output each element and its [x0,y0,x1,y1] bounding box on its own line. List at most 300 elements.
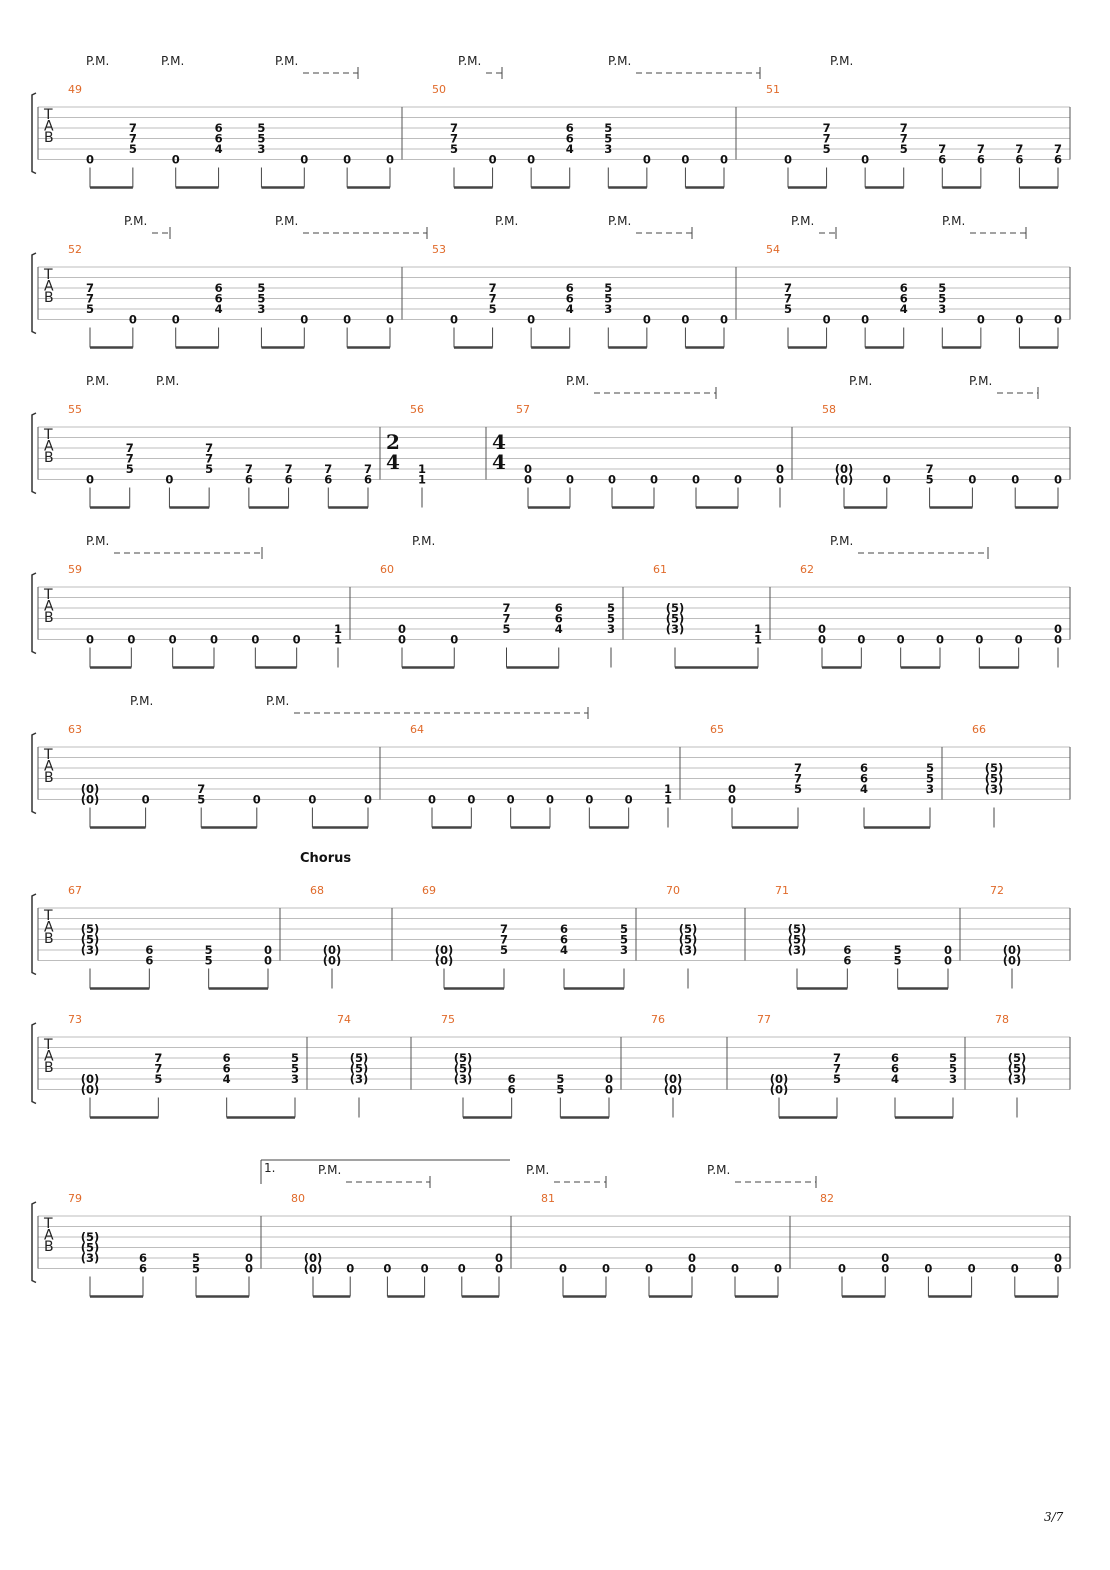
fret-number: 0 [607,472,617,487]
fret-number: (5) [80,1240,100,1255]
fret-number: 7 [832,1061,842,1076]
measure-number: 49 [68,83,82,96]
fret-number: 5 [619,932,629,947]
tab-clef-letter: B [44,450,54,466]
palm-mute-label: P.M. [969,374,993,388]
tab-clef-letter: A [44,278,54,295]
tab-clef-letter: A [44,919,54,936]
fret-number: 0 [968,472,977,487]
fret-number: 7 [449,131,459,146]
fret-number: 0 [128,312,137,327]
fret-number: 0 [896,632,905,647]
palm-mute-label: P.M. [86,534,110,548]
fret-number: (5) [787,932,807,947]
fret-number: 0 [687,1251,697,1265]
fret-number: 0 [385,312,395,327]
measure-number: 60 [380,563,394,576]
fret-number: 5 [290,1061,300,1076]
fret-number: 5 [822,142,831,156]
fret-number: 5 [604,291,613,306]
fret-number: 0 [817,622,827,636]
fret-number: (5) [80,1230,100,1244]
time-signature-bottom: 4 [386,450,400,474]
measure-number: 69 [422,884,436,897]
system-bracket [32,1023,36,1104]
fret-number: 5 [893,953,902,968]
fret-number: 0 [85,632,95,647]
measure-number: 64 [410,723,424,736]
fret-number: 5 [290,1051,300,1065]
fret-number: 0 [527,152,536,167]
fret-number: 5 [556,1082,565,1097]
measure-number: 80 [291,1192,305,1205]
system-bracket [32,253,36,334]
fret-number: 0 [343,312,352,327]
fret-number: (5) [984,761,1004,775]
fret-number: 0 [857,632,866,647]
fret-number: 6 [363,472,373,487]
fret-number: 6 [507,1072,516,1086]
fret-number: (0) [80,792,100,807]
fret-number: 7 [502,601,511,615]
fret-number: 0 [385,152,395,167]
measure-number: 50 [432,83,446,96]
measure-number: 61 [653,563,667,576]
fret-number: 0 [967,1261,976,1276]
fret-number: 1 [663,792,673,807]
measure-number: 66 [972,723,986,736]
fret-number: 0 [292,632,301,647]
fret-number: 7 [128,131,137,146]
fret-number: 1 [417,472,427,487]
measure-number: 81 [541,1192,555,1205]
tab-clef-letter: T [44,107,53,123]
fret-number: 0 [822,312,831,327]
fret-number: (0) [434,943,454,957]
fret-number: 0 [85,472,95,487]
fret-number: 7 [154,1051,163,1065]
fret-number: 1 [333,632,343,647]
measure-number: 56 [410,403,424,416]
fret-number: 6 [559,932,569,947]
fret-number: 7 [899,131,908,146]
fret-number: 7 [502,611,511,626]
fret-number: 7 [925,462,934,476]
fret-number: 0 [171,312,180,327]
fret-number: 5 [257,131,266,146]
fret-number: 3 [604,142,613,156]
fret-number: 5 [197,792,206,807]
fret-number: 1 [333,622,343,636]
fret-number: (3) [80,1251,100,1265]
fret-number: 7 [324,462,333,476]
fret-number: 7 [85,281,95,295]
fret-number: 0 [585,792,594,807]
measure-number: 53 [432,243,446,256]
fret-number: 0 [1011,472,1020,487]
palm-mute-label: P.M. [86,54,110,68]
fret-number: 0 [773,1261,783,1276]
measure-number: 76 [651,1013,665,1026]
fret-number: 3 [257,302,266,316]
palm-mute-label: P.M. [412,534,436,548]
palm-mute-label: P.M. [830,54,854,68]
palm-mute-label: P.M. [707,1163,731,1177]
palm-mute-label: P.M. [526,1163,550,1177]
fret-number: (0) [303,1261,323,1276]
tab-clef-letter: T [44,1216,53,1232]
fret-number: 3 [604,302,613,316]
fret-number: (5) [1007,1051,1027,1065]
fret-number: (5) [453,1061,473,1076]
tab-clef-letter: A [44,438,54,455]
fret-number: (0) [80,1082,100,1097]
fret-number: 5 [925,472,934,487]
fret-number: 5 [938,281,947,295]
fret-number: (5) [80,922,100,936]
measure-number: 74 [337,1013,351,1026]
fret-number: 7 [125,441,134,455]
fret-number: 7 [125,451,134,466]
fret-number: 1 [753,622,763,636]
fret-number: 5 [948,1061,958,1076]
palm-mute-label: P.M. [86,374,110,388]
fret-number: (0) [322,953,342,968]
fret-number: 0 [1053,472,1063,487]
fret-number: 5 [925,761,935,775]
fret-number: 6 [284,472,293,487]
fret-number: (0) [769,1082,789,1097]
fret-number: 5 [205,462,214,476]
palm-mute-label: P.M. [849,374,873,388]
tab-clef-letter: A [44,1048,54,1065]
fret-number: 6 [244,472,253,487]
measure-number: 78 [995,1013,1009,1026]
tab-clef-letter: B [44,1239,54,1255]
fret-number: 6 [1015,152,1024,167]
fret-number: (5) [349,1051,369,1065]
fret-number: 5 [619,922,629,936]
fret-number: 0 [263,953,273,968]
fret-number: 5 [488,302,497,316]
fret-number: 7 [128,121,137,135]
fret-number: (0) [834,462,854,476]
fret-number: 0 [545,792,555,807]
fret-number: 4 [565,142,574,156]
fret-number: (0) [769,1072,789,1086]
fret-number: (5) [678,932,698,947]
fret-number: 0 [644,1261,654,1276]
fret-number: 0 [251,632,260,647]
fret-number: 3 [619,943,629,957]
fret-number: 3 [606,622,616,636]
system-bracket [32,894,36,975]
tab-clef-letter: T [44,747,53,763]
fret-number: (5) [665,611,685,626]
fret-number: 6 [565,131,574,146]
fret-number: 5 [832,1072,842,1086]
fret-number: 0 [252,792,261,807]
fret-number: 5 [449,142,459,156]
fret-number: 5 [606,601,616,615]
fret-number: 6 [565,281,574,295]
fret-number: 6 [138,1251,148,1265]
fret-number: 0 [1053,1261,1063,1276]
fret-number: 0 [506,792,515,807]
fret-number: (5) [787,922,807,936]
measure-number: 62 [800,563,814,576]
tab-clef-letter: B [44,290,54,306]
fret-number: 0 [244,1261,254,1276]
fret-number: 0 [168,632,177,647]
time-signature-top: 4 [492,430,506,454]
fret-number: 0 [604,1072,614,1086]
fret-number: 0 [642,312,651,327]
measure-number: 77 [757,1013,771,1026]
palm-mute-label: P.M. [495,214,519,228]
fret-number: 0 [1010,1261,1019,1276]
fret-number: 0 [733,472,743,487]
fret-number: 5 [499,943,509,957]
palm-mute-label: P.M. [608,54,632,68]
fret-number: (5) [349,1061,369,1076]
fret-number: (3) [787,943,807,957]
fret-number: 0 [1053,312,1063,327]
measure-number: 54 [766,243,780,256]
volta-label: 1. [264,1161,276,1175]
fret-number: 5 [606,611,616,626]
fret-number: 0 [642,152,651,167]
fret-number: 0 [165,472,174,487]
fret-number: 4 [214,302,223,316]
fret-number: 5 [938,291,947,306]
fret-number: 0 [681,312,690,327]
tab-clef-letter: A [44,598,54,615]
fret-number: 0 [727,782,737,796]
fret-number: 7 [205,441,214,455]
fret-number: 0 [881,1251,890,1265]
fret-number: 3 [257,142,266,156]
fret-number: 6 [565,291,574,306]
palm-mute-label: P.M. [161,54,185,68]
fret-number: 6 [214,131,223,146]
fret-number: (0) [303,1251,323,1265]
tab-clef-letter: T [44,1037,53,1053]
system-bracket [32,733,36,814]
fret-number: 5 [204,953,213,968]
fret-number: 0 [300,152,309,167]
fret-number: (3) [453,1072,473,1086]
fret-number: 0 [494,1251,504,1265]
measure-number: 68 [310,884,324,897]
fret-number: 0 [457,1261,466,1276]
fret-number: 7 [197,782,206,796]
fret-number: 7 [85,291,95,306]
fret-number: 0 [976,312,985,327]
fret-number: 4 [859,782,869,796]
fret-number: 0 [935,632,945,647]
fret-number: 7 [976,142,985,156]
tab-clef-letter: T [44,908,53,924]
palm-mute-label: P.M. [318,1163,342,1177]
fret-number: (0) [80,782,100,796]
fret-number: (0) [80,1072,100,1086]
fret-number: 0 [783,152,793,167]
fret-number: 7 [832,1051,842,1065]
fret-number: 0 [817,632,827,647]
fret-number: 4 [899,302,908,316]
fret-number: (5) [984,771,1004,786]
fret-number: 0 [300,312,309,327]
measure-number: 79 [68,1192,82,1205]
measure-number: 59 [68,563,82,576]
fret-number: 0 [687,1261,697,1276]
fret-number: 4 [554,622,563,636]
fret-number: 0 [420,1261,429,1276]
fret-number: (0) [1002,953,1022,968]
fret-number: 3 [290,1072,300,1086]
fret-number: 6 [222,1051,231,1065]
fret-number: (0) [834,472,854,487]
fret-number: 6 [559,922,569,936]
fret-number: 0 [244,1251,254,1265]
measure-number: 72 [990,884,1004,897]
fret-number: (5) [80,932,100,947]
fret-number: 0 [719,312,729,327]
measure-number: 65 [710,723,724,736]
fret-number: 7 [793,771,803,786]
fret-number: 7 [793,761,803,775]
fret-number: (5) [1007,1061,1027,1076]
fret-number: 7 [363,462,373,476]
fret-number: 0 [624,792,633,807]
fret-number: 6 [214,291,223,306]
fret-number: 1 [663,782,673,796]
fret-number: 0 [1053,632,1063,647]
fret-number: 0 [450,632,459,647]
fret-number: 0 [975,632,984,647]
fret-number: 0 [924,1261,933,1276]
tab-clef-letter: T [44,587,53,603]
fret-number: 4 [565,302,574,316]
fret-number: 6 [890,1051,900,1065]
system-bracket [32,93,36,174]
fret-number: 3 [948,1072,958,1086]
tab-clef-letter: T [44,427,53,443]
page-indicator: 3/7 [1044,1510,1064,1524]
fret-number: 0 [861,312,870,327]
fret-number: 0 [730,1261,740,1276]
measure-number: 73 [68,1013,82,1026]
tab-clef-letter: B [44,130,54,146]
fret-number: 4 [214,142,223,156]
fret-number: 6 [554,601,563,615]
fret-number: 0 [383,1261,392,1276]
fret-number: 1 [417,462,427,476]
measure-number: 63 [68,723,82,736]
fret-number: 5 [556,1072,565,1086]
fret-number: 7 [449,121,459,135]
fret-number: 0 [343,152,352,167]
fret-number: 0 [209,632,219,647]
fret-number: 6 [899,281,908,295]
fret-number: 5 [204,943,213,957]
fret-number: 6 [899,291,908,306]
fret-number: 0 [527,312,536,327]
fret-number: (0) [322,943,342,957]
fret-number: 5 [257,281,266,295]
fret-number: 6 [214,281,223,295]
fret-number: 5 [128,142,137,156]
measure-number: 52 [68,243,82,256]
measure-number: 67 [68,884,82,897]
fret-number: 0 [263,943,273,957]
fret-number: 6 [1053,152,1063,167]
measure-number: 71 [775,884,789,897]
fret-number: 7 [938,142,947,156]
fret-number: 0 [604,1082,614,1097]
measure-number: 55 [68,403,82,416]
fret-number: 0 [837,1261,847,1276]
fret-number: 6 [859,771,869,786]
fret-number: (0) [1002,943,1022,957]
fret-number: 0 [427,792,437,807]
fret-number: 0 [881,1261,890,1276]
palm-mute-label: P.M. [266,694,290,708]
fret-number: 7 [499,922,509,936]
fret-number: (3) [349,1072,369,1086]
measure-number: 57 [516,403,530,416]
tab-clef-letter: T [44,267,53,283]
fret-number: 0 [1053,622,1063,636]
fret-number: 6 [843,943,852,957]
fret-number: 7 [1015,142,1024,156]
fret-number: 6 [145,953,154,968]
measure-number: 70 [666,884,680,897]
system-bracket [32,573,36,654]
fret-number: 7 [244,462,253,476]
section-label: Chorus [300,851,352,866]
fret-number: (5) [453,1051,473,1065]
fret-number: 0 [494,1261,504,1276]
fret-number: 0 [943,943,953,957]
fret-number: 0 [449,312,459,327]
measure-number: 82 [820,1192,834,1205]
tab-clef-letter: B [44,770,54,786]
fret-number: 5 [604,121,613,135]
fret-number: 0 [397,632,407,647]
fret-number: 0 [558,1261,568,1276]
measure-number: 75 [441,1013,455,1026]
palm-mute-label: P.M. [275,54,299,68]
fret-number: 0 [85,152,95,167]
fret-number: 1 [753,632,763,647]
time-signature-top: 2 [386,430,400,454]
tab-clef-letter: B [44,1060,54,1076]
system-bracket [32,413,36,494]
fret-number: 4 [890,1072,900,1086]
tab-clef-letter: B [44,610,54,626]
palm-mute-label: P.M. [942,214,966,228]
fret-number: 0 [523,462,533,476]
fret-number: 6 [938,152,947,167]
fret-number: 5 [191,1261,201,1276]
fret-number: 7 [499,932,509,947]
fret-number: 6 [222,1061,231,1076]
time-signature-bottom: 4 [492,450,506,474]
fret-number: 5 [257,121,266,135]
fret-number: 0 [649,472,659,487]
